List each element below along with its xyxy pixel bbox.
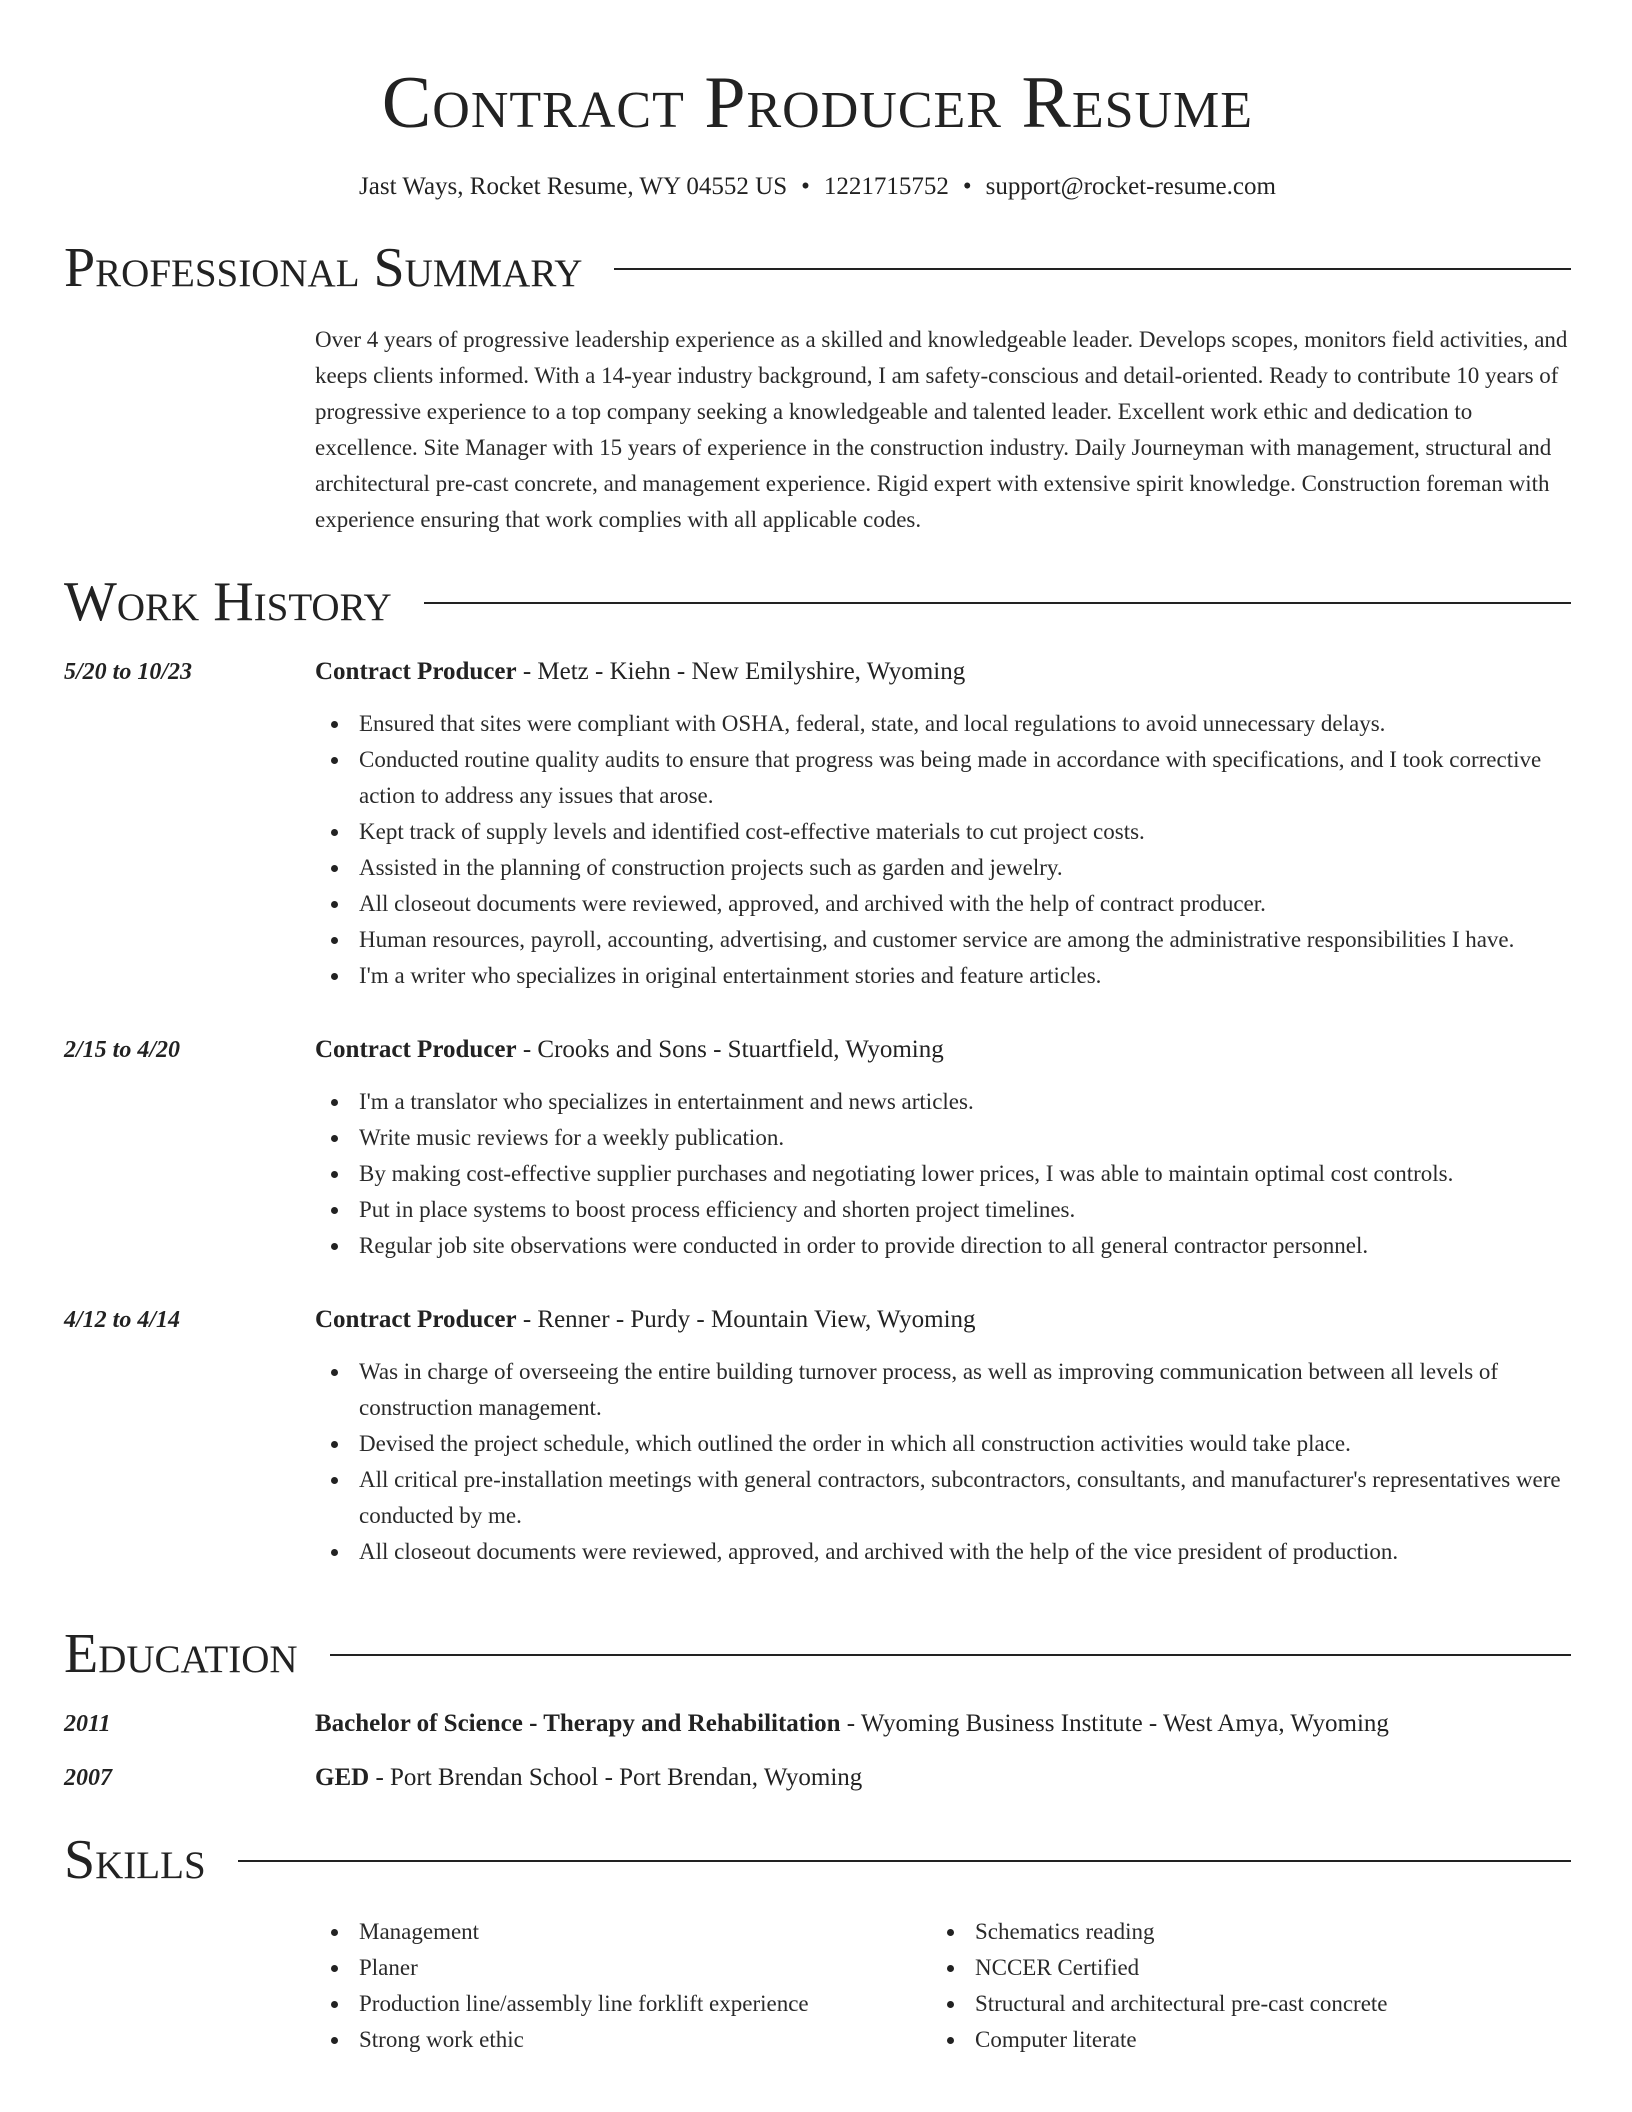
skill-item: Planer	[315, 1950, 931, 1986]
job-details: - Crooks and Sons - Stuartfield, Wyoming	[516, 1036, 944, 1063]
contact-address: Jast Ways, Rocket Resume, WY 04552 US	[359, 173, 788, 200]
education-entry	[64, 1760, 1571, 1796]
work-history-list	[64, 654, 1571, 1590]
summary-section-heading	[64, 234, 1571, 302]
work-section-heading	[64, 568, 1571, 636]
job-bullet-item: Devised the project schedule, which outlined the order in which all construction activities would take place.	[315, 1426, 1571, 1462]
education-list	[64, 1706, 1571, 1796]
job-details: - Renner - Purdy - Mountain View, Wyoming	[516, 1306, 976, 1333]
section-title: Education	[64, 1623, 298, 1685]
education-degree: GED	[315, 1764, 370, 1791]
job-bullet-item: I'm a writer who specializes in original entertainment stories and feature articles.	[315, 958, 1571, 994]
job-bullet-item: Conducted routine quality audits to ensure that progress was being made in accordance with specifications, and I took corrective action to address any issues that arose.	[315, 742, 1571, 814]
skill-item: Management	[315, 1914, 931, 1950]
job-entry	[64, 1302, 1571, 1590]
skill-item: NCCER Certified	[931, 1950, 1547, 1986]
job-dates: 5/20 to 10/23	[64, 659, 193, 685]
job-bullet-item: Regular job site observations were conducted in order to provide direction to all general contractor personnel.	[315, 1228, 1571, 1264]
education-details: - Wyoming Business Institute - West Amya, Wyoming	[840, 1710, 1389, 1737]
section-divider	[614, 268, 1571, 270]
job-bullet-item: By making cost-effective supplier purchases and negotiating lower prices, I was able to maintain optimal cost controls.	[315, 1156, 1571, 1192]
separator-dot: •	[962, 173, 972, 200]
skills-left-column	[315, 1914, 931, 2058]
contact-phone: 1221715752	[823, 173, 949, 200]
job-role: Contract Producer	[315, 658, 517, 685]
education-section-heading	[64, 1620, 1571, 1688]
skills-section-heading	[64, 1826, 1571, 1894]
job-bullet-item: All critical pre-installation meetings with general contractors, subcontractors, consultants, and manufacturer's representatives were conducted by me.	[315, 1462, 1571, 1534]
section-divider	[238, 1860, 1571, 1862]
job-bullet-item: All closeout documents were reviewed, approved, and archived with the help of the vice president of production.	[315, 1534, 1571, 1570]
skill-item: Schematics reading	[931, 1914, 1547, 1950]
job-headline	[315, 1032, 1571, 1068]
job-bullets	[315, 1084, 1571, 1264]
skills-right-column	[931, 1914, 1547, 2058]
job-bullet-item: Put in place systems to boost process efficiency and shorten project timelines.	[315, 1192, 1571, 1228]
skill-item: Structural and architectural pre-cast concrete	[931, 1986, 1547, 2022]
skill-item: Strong work ethic	[315, 2022, 931, 2058]
job-bullet-item: Human resources, payroll, accounting, advertising, and customer service are among the administrative responsibilities I have.	[315, 922, 1571, 958]
contact-line	[64, 170, 1571, 204]
education-headline	[315, 1706, 1389, 1742]
job-bullet-item: I'm a translator who specializes in entertainment and news articles.	[315, 1084, 1571, 1120]
skill-item: Production line/assembly line forklift experience	[315, 1986, 931, 2022]
job-body	[315, 1302, 1571, 1590]
summary-text: Over 4 years of progressive leadership experience as a skilled and knowledgeable leader. Develops scopes, monitors field activities, and keeps clients informed. With a 14-year industry background, I am safety-conscious and detail-oriented. Ready to contribute 10 years of progressive experience to a top company seeking a knowledgeable and talented leader. Excellent work ethic and dedication to excellence. Site Manager with 15 years of experience in the construction industry. Daily Journeyman with management, structural and architectural pre-cast concrete, and management experience. Rigid expert with extensive spirit knowledge. Construction foreman with experience ensuring that work complies with all applicable codes.	[315, 327, 1568, 532]
education-year: 2011	[64, 1711, 111, 1737]
job-bullet-item: All closeout documents were reviewed, approved, and archived with the help of contract producer.	[315, 886, 1571, 922]
job-entry	[64, 654, 1571, 1014]
job-role: Contract Producer	[315, 1036, 517, 1063]
job-body	[315, 1032, 1571, 1284]
job-bullet-item: Assisted in the planning of construction projects such as garden and jewelry.	[315, 850, 1571, 886]
education-year: 2007	[64, 1765, 112, 1791]
section-title: Work History	[64, 571, 392, 633]
skills-columns	[315, 1914, 1571, 2078]
section-divider	[330, 1654, 1571, 1656]
job-entry	[64, 1032, 1571, 1284]
contact-email: support@rocket-resume.com	[985, 173, 1276, 200]
job-role: Contract Producer	[315, 1306, 517, 1333]
education-entry	[64, 1706, 1571, 1742]
job-bullet-item: Ensured that sites were compliant with OSHA, federal, state, and local regulations to avoid unnecessary delays.	[315, 706, 1571, 742]
section-divider	[424, 602, 1571, 604]
skill-item: Computer literate	[931, 2022, 1547, 2058]
job-dates: 2/15 to 4/20	[64, 1037, 181, 1063]
education-headline	[315, 1760, 862, 1796]
section-title: Skills	[64, 1829, 206, 1891]
resume-title: Contract Producer Resume	[381, 62, 1254, 144]
job-bullet-item: Kept track of supply levels and identified cost-effective materials to cut project costs.	[315, 814, 1571, 850]
section-title: Professional Summary	[64, 237, 583, 299]
job-headline	[315, 1302, 1571, 1338]
job-bullets	[315, 1354, 1571, 1570]
education-degree: Bachelor of Science - Therapy and Rehabilitation	[315, 1710, 841, 1737]
job-body	[315, 654, 1571, 1014]
education-details: - Port Brendan School - Port Brendan, Wyoming	[369, 1764, 863, 1791]
job-details: - Metz - Kiehn - New Emilyshire, Wyoming	[516, 658, 966, 685]
job-headline	[315, 654, 1571, 690]
job-bullet-item: Was in charge of overseeing the entire building turnover process, as well as improving communication between all levels of construction management.	[315, 1354, 1571, 1426]
separator-dot: •	[801, 173, 810, 200]
job-dates: 4/12 to 4/14	[64, 1307, 181, 1333]
resume-page	[64, 0, 1571, 2078]
job-bullets	[315, 706, 1571, 994]
job-bullet-item: Write music reviews for a weekly publication.	[315, 1120, 1571, 1156]
